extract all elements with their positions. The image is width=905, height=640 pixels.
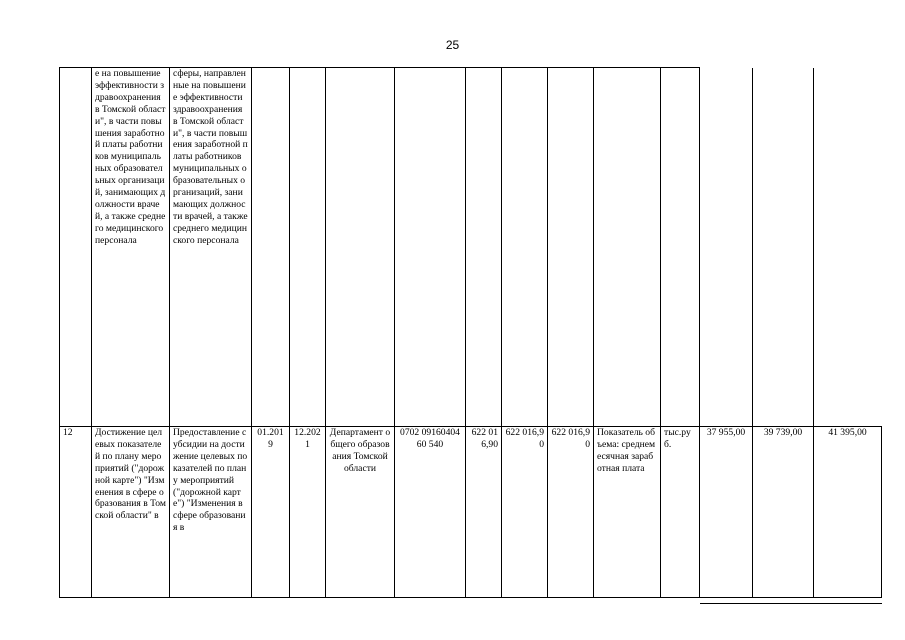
table-bottom-line	[700, 603, 882, 604]
funding-year3-cell: 622 016,90	[548, 427, 594, 598]
budget-code-cell	[395, 68, 466, 427]
row-number-cell: 12	[60, 427, 92, 598]
row-number-cell	[60, 68, 92, 427]
table-row	[60, 427, 882, 598]
page-number: 25	[445, 38, 460, 52]
event-description-cell: сферы, направленные на повышение эффективности здравоохранения в Томской области", в части повышения заработной платы работников муниципальных образовательных организаций, занимающих должности врачей, а также среднего медицинского персонала	[170, 68, 252, 427]
event-description-cell: Предоставление субсидии на достижение целевых показателей по плану мероприятий ("дорожной карте") "Изменения в сфере образования в	[170, 427, 252, 598]
indicator-year3-cell: 41 395,00	[814, 427, 882, 598]
program-table	[59, 67, 882, 598]
indicator-year1-cell: 37 955,00	[700, 427, 753, 598]
indicator-cell	[594, 68, 661, 427]
funding-year1-cell: 622 016,90	[466, 427, 502, 598]
unit-cell: тыс.руб.	[661, 427, 700, 598]
executor-cell	[326, 68, 395, 427]
start-date-cell	[252, 68, 290, 427]
funding-year1-cell	[466, 68, 502, 427]
funding-year2-cell: 622 016,90	[502, 427, 548, 598]
indicator-cell: Показатель объема: среднемесячная заработная плата	[594, 427, 661, 598]
executor-cell: Департамент общего образования Томской области	[326, 427, 395, 598]
end-date-cell	[290, 68, 326, 427]
budget-code-cell: 0702 0916040460 540	[395, 427, 466, 598]
funding-year3-cell	[548, 68, 594, 427]
indicator-year2-cell: 39 739,00	[753, 427, 814, 598]
indicator-year3-cell	[814, 68, 882, 427]
event-name-cell: Достижение целевых показателей по плану мероприятий ("дорожной карте") "Изменения в сфере образования в Томской области" в	[92, 427, 170, 598]
indicator-year2-cell	[753, 68, 814, 427]
end-date-cell: 12.2021	[290, 427, 326, 598]
funding-year2-cell	[502, 68, 548, 427]
event-name-cell: е на повышение эффективности здравоохранения в Томской области", в части повышения заработной платы работников муниципальных образовательных организаций, занимающих должности врачей, а также среднего медицинского персонала	[92, 68, 170, 427]
start-date-cell: 01.2019	[252, 427, 290, 598]
table-row	[60, 68, 882, 427]
indicator-year1-cell	[700, 68, 753, 427]
unit-cell	[661, 68, 700, 427]
